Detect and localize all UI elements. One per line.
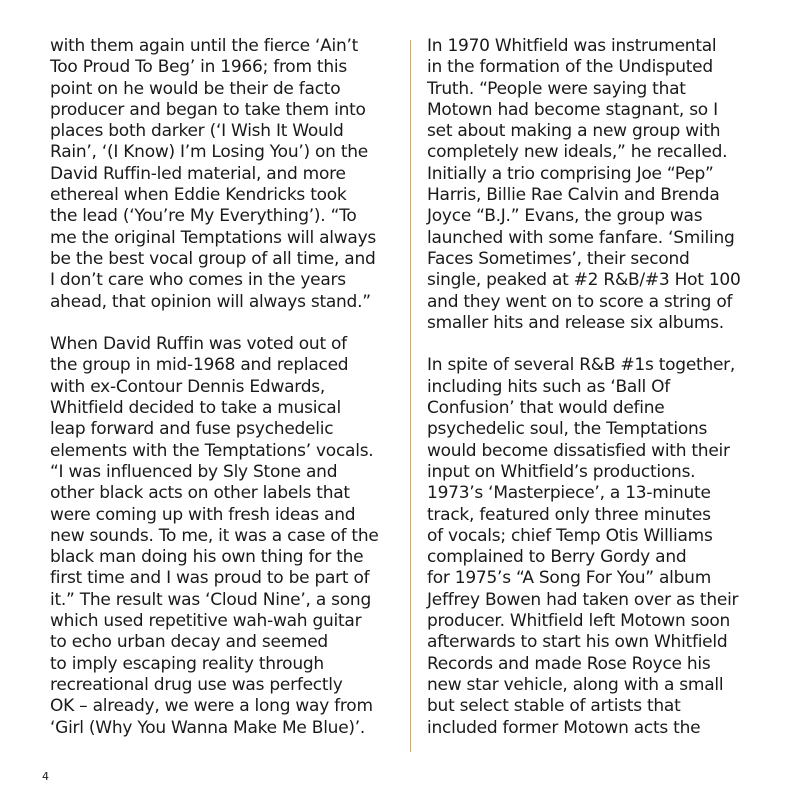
text-line: Motown had become stagnant, so I <box>427 99 718 120</box>
paragraph <box>50 334 395 739</box>
text-line: included former Motown acts the <box>427 717 701 738</box>
text-line: to imply escaping reality through <box>50 653 324 674</box>
text-line: ethereal when Eddie Kendricks took <box>50 185 347 206</box>
text-line: David Ruffin-led material, and more <box>50 163 346 184</box>
text-line: launched with some fanfare. ‘Smiling <box>427 227 735 248</box>
text-line: Harris, Billie Rae Calvin and Brenda <box>427 185 720 206</box>
left-column <box>50 36 395 739</box>
text-line: places both darker (‘I Wish It Would <box>50 121 344 142</box>
text-line: Whitfield decided to take a musical <box>50 398 341 419</box>
text-line: me the original Temptations will always <box>50 227 376 248</box>
text-line: with them again until the fierce ‘Ain’t <box>50 36 359 56</box>
text-line: would become dissatisfied with their <box>427 440 730 461</box>
text-line: ‘Girl (Why You Wanna Make Me Blue)’. <box>50 717 366 738</box>
text-line: Rain’, ‘(I Know) I’m Losing You’) on the <box>50 142 369 163</box>
text-line: elements with the Temptations’ vocals. <box>50 440 374 461</box>
text-line: black man doing his own thing for the <box>50 547 364 568</box>
paragraph <box>427 36 777 334</box>
text-line: other black acts on other labels that <box>50 483 350 504</box>
text-line: 1973’s ‘Masterpiece’, a 13-minute <box>427 483 711 504</box>
text-line: the group in mid-1968 and replaced <box>50 355 349 376</box>
text-line: of vocals; chief Temp Otis Williams <box>427 525 713 546</box>
text-line: “I was influenced by Sly Stone and <box>50 461 338 482</box>
text-line: new sounds. To me, it was a case of the <box>50 525 379 546</box>
paragraph <box>427 355 777 738</box>
text-line: Faces Sometimes’, their second <box>427 248 690 269</box>
text-line: ahead, that opinion will always stand.” <box>50 291 371 312</box>
text-line: complained to Berry Gordy and <box>427 547 687 568</box>
text-line: to echo urban decay and seemed <box>50 632 328 653</box>
text-line: OK – already, we were a long way from <box>50 696 373 717</box>
text-line: Too Proud To Beg’ in 1966; from this <box>50 57 347 78</box>
text-line: in the formation of the Undisputed <box>427 57 713 78</box>
column-divider <box>410 40 411 752</box>
text-line: the lead (‘You’re My Everything’). “To <box>50 206 357 227</box>
text-line: Confusion’ that would define <box>427 398 665 419</box>
text-line: producer. Whitfield left Motown soon <box>427 611 731 632</box>
text-line: Records and made Rose Royce his <box>427 653 711 674</box>
text-line: completely new ideals,” he recalled. <box>427 142 728 163</box>
text-line: first time and I was proud to be part of <box>50 568 370 589</box>
text-line: were coming up with fresh ideas and <box>50 504 356 525</box>
text-line: it.” The result was ‘Cloud Nine’, a song <box>50 589 372 610</box>
text-line: input on Whitfield’s productions. <box>427 461 696 482</box>
text-line: Initially a trio comprising Joe “Pep” <box>427 163 714 184</box>
text-line: Jeffrey Bowen had taken over as their <box>427 589 739 610</box>
text-line: new star vehicle, along with a small <box>427 674 724 695</box>
text-line: with ex-Contour Dennis Edwards, <box>50 376 326 397</box>
text-line: Truth. “People were saying that <box>427 78 686 99</box>
text-line: which used repetitive wah-wah guitar <box>50 611 362 632</box>
paragraph <box>50 36 395 313</box>
text-line: In spite of several R&B #1s together, <box>427 355 736 376</box>
text-line: leap forward and fuse psychedelic <box>50 419 334 440</box>
text-line: afterwards to start his own Whitfield <box>427 632 728 653</box>
text-line: point on he would be their de facto <box>50 78 341 99</box>
text-line: psychedelic soul, the Temptations <box>427 419 708 440</box>
text-line: for 1975’s “A Song For You” album <box>427 568 712 589</box>
text-line: recreational drug use was perfectly <box>50 674 343 695</box>
text-line: set about making a new group with <box>427 121 721 142</box>
text-line: track, featured only three minutes <box>427 504 711 525</box>
text-line: and they went on to score a string of <box>427 291 733 312</box>
text-line: Joyce “B.J.” Evans, the group was <box>427 206 703 227</box>
text-line: When David Ruffin was voted out of <box>50 334 347 355</box>
page-number: 4 <box>42 770 49 783</box>
text-line: I don’t care who comes in the years <box>50 270 346 291</box>
text-line: be the best vocal group of all time, and <box>50 248 376 269</box>
text-line: In 1970 Whitfield was instrumental <box>427 36 717 56</box>
text-line: smaller hits and release six albums. <box>427 312 724 333</box>
right-column <box>427 36 777 739</box>
text-line: single, peaked at #2 R&B/#3 Hot 100 <box>427 270 741 291</box>
text-line: producer and began to take them into <box>50 99 366 120</box>
text-line: but select stable of artists that <box>427 696 681 717</box>
text-line: including hits such as ‘Ball Of <box>427 376 671 397</box>
